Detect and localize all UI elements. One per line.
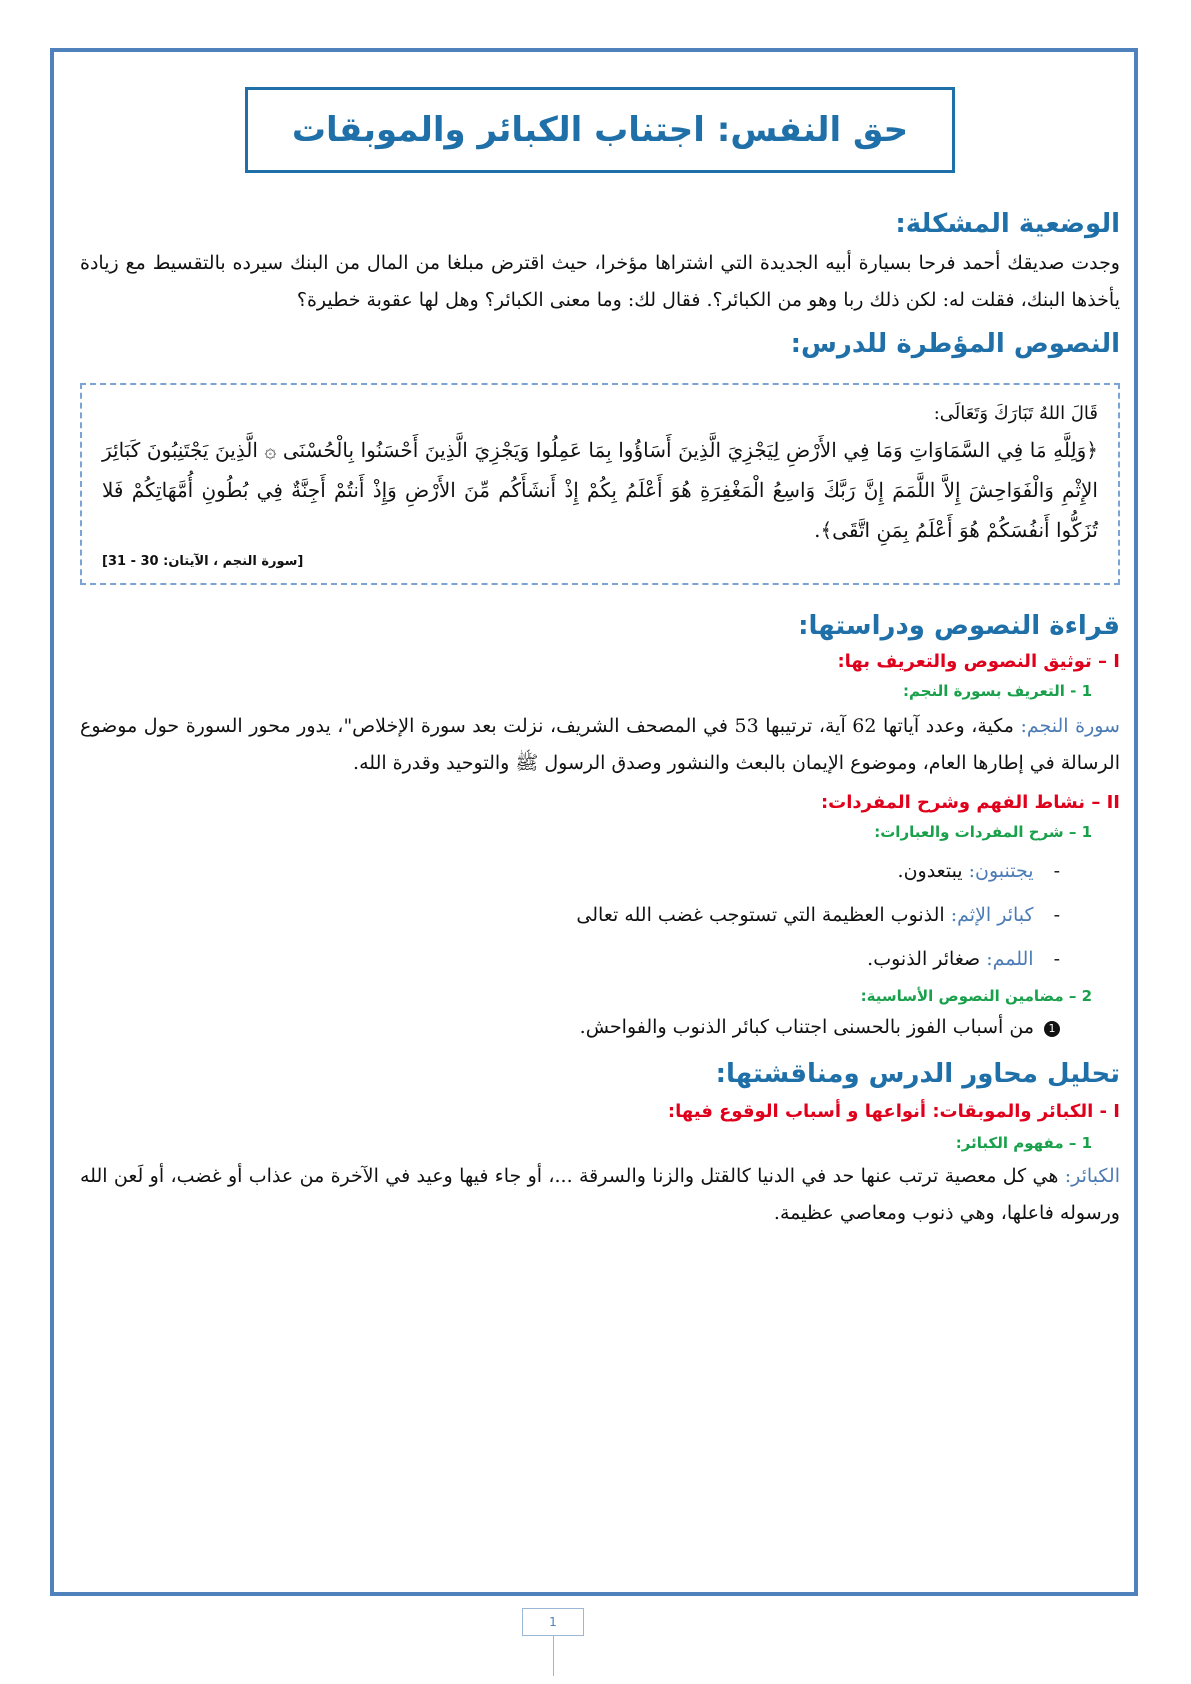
texts-heading: النصوص المؤطرة للدرس: (790, 329, 1120, 359)
kabair-text: هي كل معصية ترتب عنها حد في الدنيا كالقتل والزنا والسرقة ...، أو جاء فيها وعيد في الآخرة من عذاب أو غضب، أو لَعن الله ورسوله فاعلها، وهي ذنوب ومعاصي عظيمة. (80, 1165, 1120, 1224)
bullet-number-icon: 1 (1044, 1021, 1060, 1037)
definition-term: اللمم: (986, 948, 1034, 970)
quran-box (80, 383, 1120, 585)
problem-text: وجدت صديقك أحمد فرحا بسيارة أبيه الجديدة التي اشتراها مؤخرا، حيث اقترض مبلغا من المال من البنك سيرده بالتقسيط مع زيادة يأخذها البنك، فقلت له: لكن ذلك ربا وهو من الكبائر؟. فقال لك: وما معنى الكبائر؟ وهل لها عقوبة خطيرة؟ (80, 252, 1120, 311)
definition-term: يجتنبون: (968, 860, 1034, 882)
definition-meaning: الذنوب العظيمة التي تستوجب غضب الله تعالى (576, 904, 951, 926)
surah-term: سورة النجم: (1020, 715, 1120, 737)
definition-meaning: يبتعدون. (897, 860, 969, 882)
document-content (80, 75, 1120, 1232)
surah-paragraph (80, 708, 1120, 782)
definition-meaning: صغائر الذنوب. (867, 948, 987, 970)
title-box (245, 87, 955, 173)
surah-text: مكية، وعدد آياتها 62 آية، ترتيبها 53 في المصحف الشريف، نزلت بعد سورة الإخلاص"، يدور محور السورة حول موضوع الرسالة في إطارها العام، وموضوع الإيمان بالبعث والنشور وصدق الرسول ﷺ والتوحيد وقدرة الله. (80, 715, 1120, 774)
theme-text: من أسباب الفوز بالحسنى اجتناب كبائر الذنوب والفواحش. (579, 1016, 1034, 1038)
kabair-paragraph (80, 1158, 1120, 1232)
part1-heading: I – توثيق النصوص والتعريف بها: (837, 651, 1120, 672)
quran-reference: [سورة النجم ، الآيتان: 30 - 31] (102, 554, 304, 569)
part2-heading: II – نشاط الفهم وشرح المفردات: (820, 792, 1120, 813)
definition-term: كبائر الإثم: (950, 904, 1034, 926)
page-title: حق النفس: اجتناب الكبائر والموبقات (291, 110, 909, 150)
quran-verse: ﴿وَلِلَّهِ مَا فِي السَّمَاوَاتِ وَمَا فِي الأَرْضِ لِيَجْزِيَ الَّذِينَ أَسَاؤُوا بِمَا عَمِلُوا وَيَجْزِيَ الَّذِينَ أَحْسَنُوا بِالْحُسْنَى ۞ الَّذِينَ يَجْتَنِبُونَ كَبَائِرَ الإِثْمِ وَالْفَوَاحِشَ إِلاَّ اللَّمَمَ إِنَّ رَبَّكَ وَاسِعُ الْمَغْفِرَةِ هُوَ أَعْلَمُ بِكُمْ إِذْ أَنشَأَكُم مِّنَ الأَرْضِ وَإِذْ أَنتُمْ أَجِنَّةٌ فِي بُطُونِ أُمَّهَاتِكُمْ فَلا تُزَكُّوا أَنفُسَكُمْ هُوَ أَعْلَمُ بِمَنِ اتَّقَى﴾. (102, 438, 1098, 542)
list-item: -يجتنبون: يبتعدون. (897, 860, 1060, 882)
themes-heading: 2 – مضامين النصوص الأساسية: (860, 987, 1092, 1005)
vocab-heading: 1 – شرح المفردات والعبارات: (874, 823, 1092, 841)
definitions-list (80, 849, 1060, 981)
analysis-part1-heading: I - الكبائر والموبقات: أنواعها و أسباب الوقوع فيها: (667, 1101, 1120, 1122)
page-number-divider (553, 1636, 554, 1676)
surah-intro-heading: 1 - التعريف بسورة النجم: (902, 682, 1092, 700)
kabair-term: الكبائر: (1064, 1165, 1120, 1187)
problem-heading: الوضعية المشكلة: (895, 209, 1120, 239)
theme-item (80, 1009, 1060, 1045)
list-item: -اللمم: صغائر الذنوب. (867, 948, 1060, 970)
kabair-concept-heading: 1 – مفهوم الكبائر: (955, 1134, 1092, 1152)
list-item: -كبائر الإثم: الذنوب العظيمة التي تستوجب غضب الله تعالى (576, 904, 1060, 926)
analysis-heading: تحليل محاور الدرس ومناقشتها: (715, 1059, 1120, 1089)
quran-intro: قَالَ اللهُ تَبَارَكَ وَتَعَالَى: (933, 403, 1098, 424)
reading-heading: قراءة النصوص ودراستها: (798, 611, 1120, 641)
page-number: 1 (522, 1608, 584, 1636)
